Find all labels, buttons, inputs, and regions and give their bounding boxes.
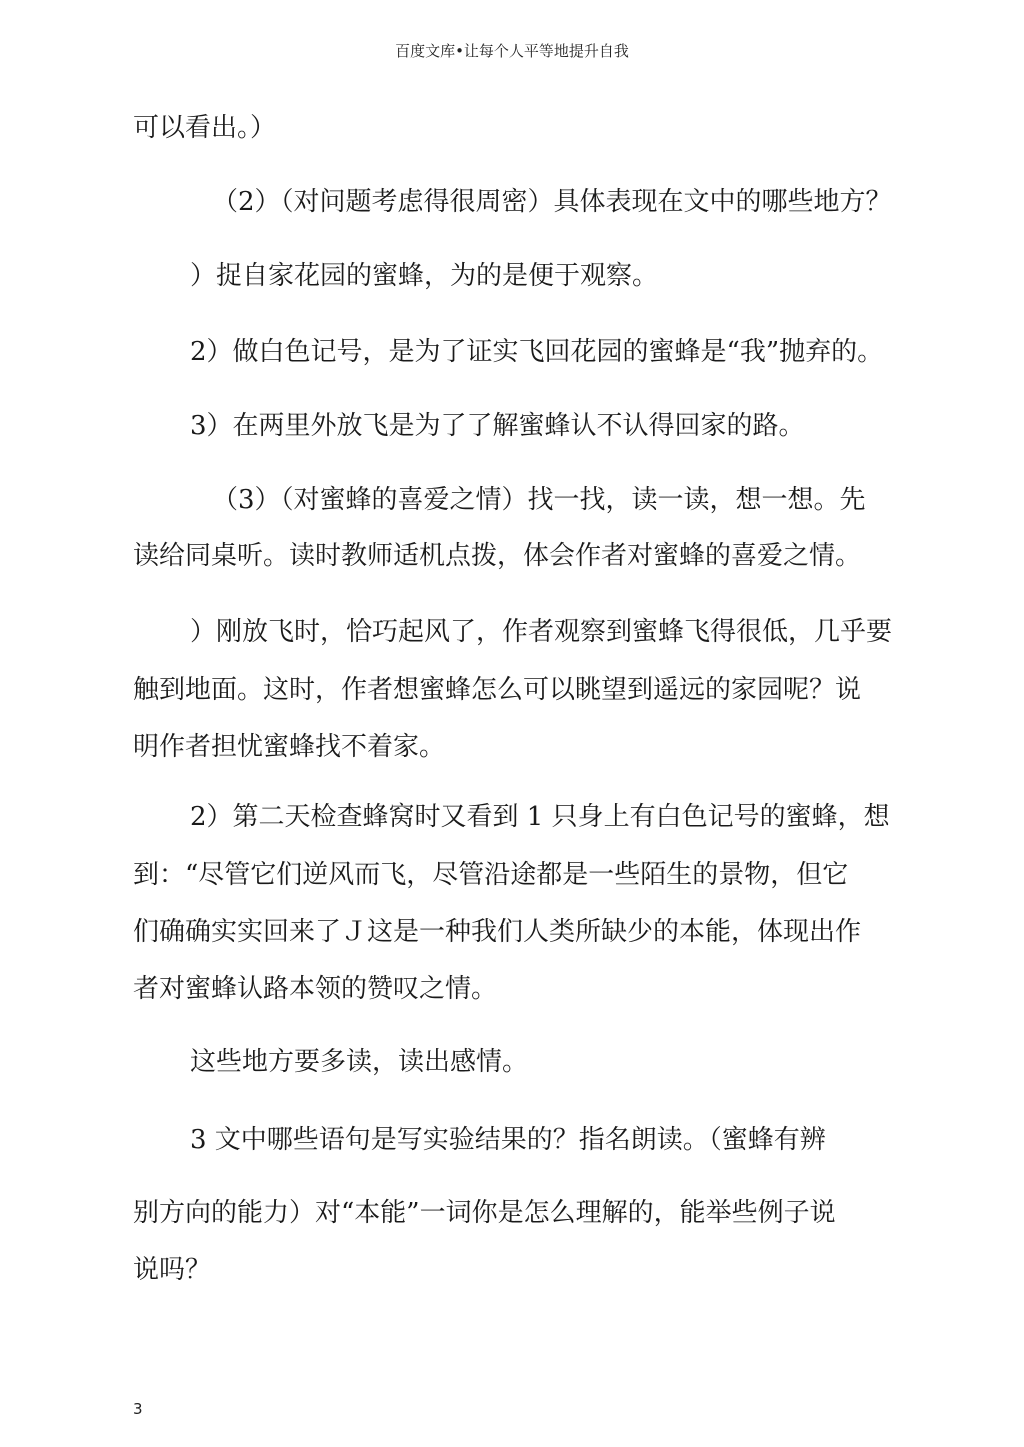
body-line: 2）做白色记号，是为了证实飞回花园的蜜蜂是“我”抛弃的。: [190, 337, 884, 367]
body-line: 3 文中哪些语句是写实验结果的？指名朗读。（蜜蜂有辨: [190, 1125, 826, 1155]
body-line: 可以看出。）: [133, 113, 277, 143]
body-line: 2）第二天检查蜂窝时又看到 1 只身上有白色记号的蜜蜂，想: [190, 802, 890, 832]
body-line: 到：“尽管它们逆风而飞，尽管沿途都是一些陌生的景物，但它: [133, 860, 849, 890]
page-header: 百度文库•让每个人平等地提升自我: [395, 42, 629, 60]
body-line: 者对蜜蜂认路本领的赞叹之情。: [133, 974, 498, 1004]
page-number: 3: [133, 1400, 143, 1418]
body-line: ）捉自家花园的蜜蜂，为的是便于观察。: [190, 261, 659, 291]
body-line: 这些地方要多读，读出感情。: [190, 1047, 529, 1077]
body-line: （2）（对问题考虑得很周密）具体表现在文中的哪些地方？: [212, 187, 892, 217]
body-line: 们确确实实回来了Ｊ这是一种我们人类所缺少的本能，体现出作: [133, 917, 862, 947]
body-line: 读给同桌听。读时教师适机点拨，体会作者对蜜蜂的喜爱之情。: [133, 541, 862, 571]
body-line: 触到地面。这时，作者想蜜蜂怎么可以眺望到遥远的家园呢？说: [133, 675, 862, 705]
body-line: （3）（对蜜蜂的喜爱之情）找一找，读一读，想一想。先: [212, 485, 866, 515]
body-line: ）刚放飞时，恰巧起风了，作者观察到蜜蜂飞得很低，几乎要: [190, 617, 893, 647]
body-line: 明作者担忧蜜蜂找不着家。: [133, 732, 446, 762]
body-line: 3）在两里外放飞是为了了解蜜蜂认不认得回家的路。: [190, 411, 805, 441]
body-line: 说吗？: [133, 1255, 212, 1285]
body-line: 别方向的能力）对“本能”一词你是怎么理解的，能举些例子说: [133, 1198, 836, 1228]
